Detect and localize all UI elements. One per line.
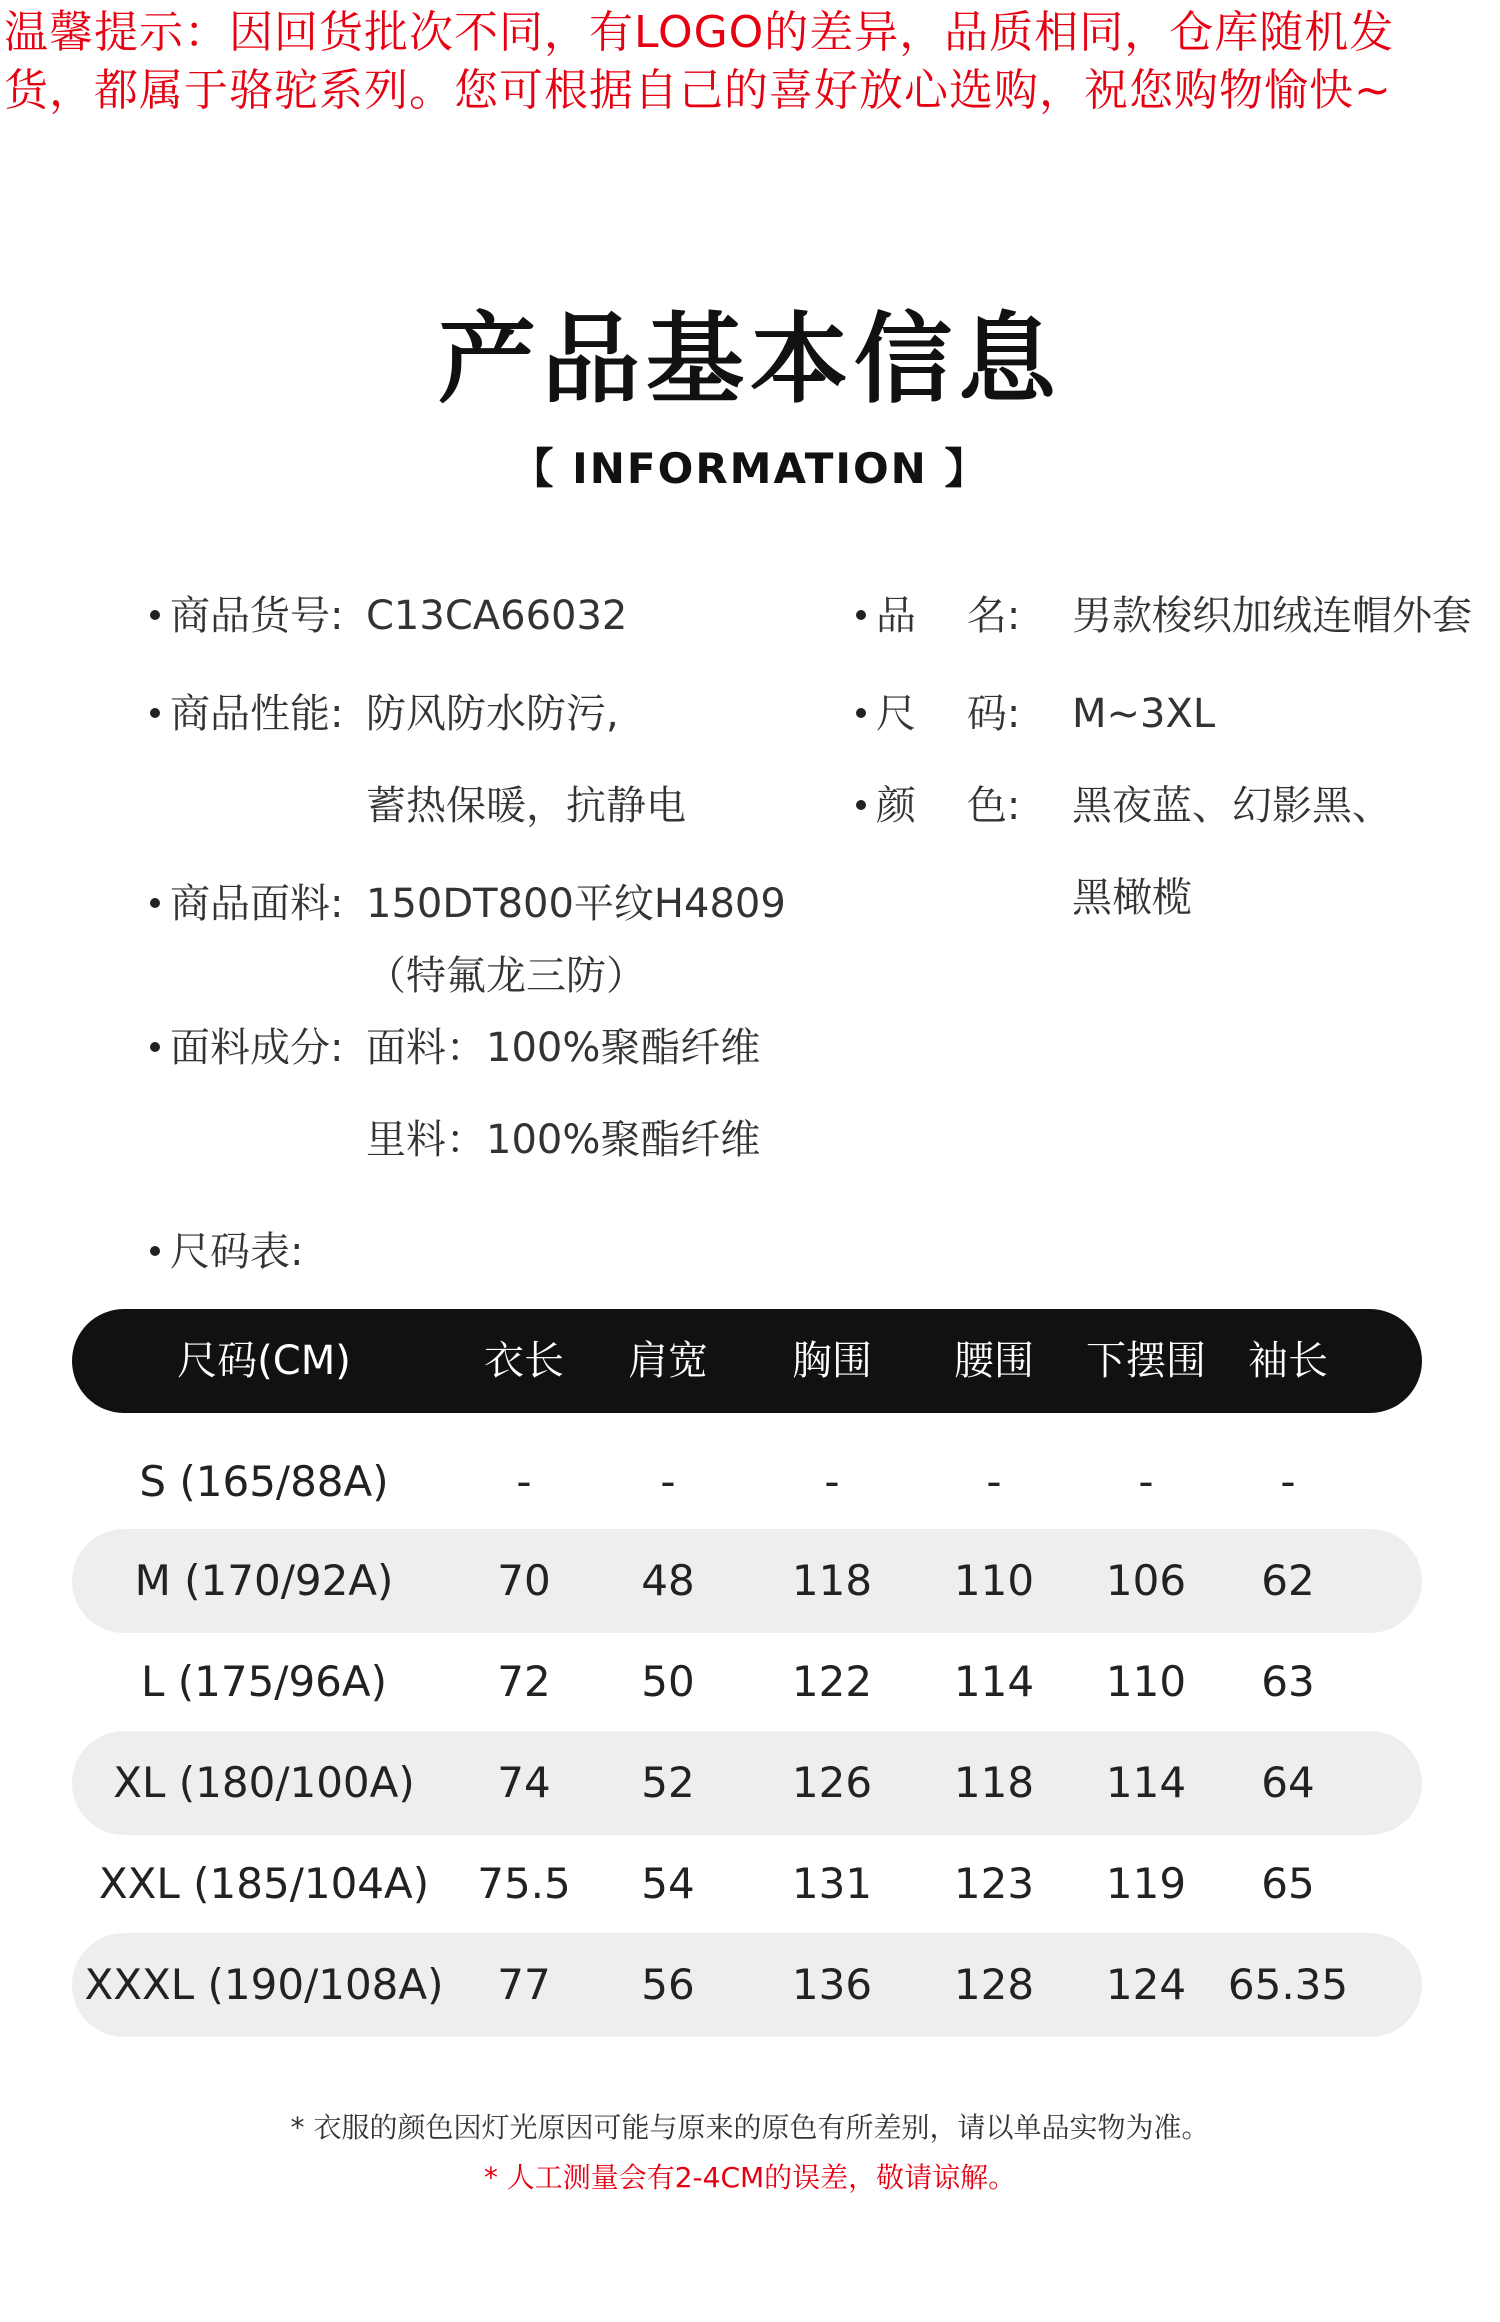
- table-row: [72, 1630, 1422, 1734]
- comp-value-2: 里料：100%聚酯纤维: [366, 1117, 761, 1163]
- comp-value-1: 面料：100%聚酯纤维: [366, 1025, 761, 1071]
- cell-chest: 122: [791, 1657, 873, 1706]
- bullet-icon: [856, 800, 866, 810]
- cell-size: XXL (185/104A): [98, 1859, 430, 1908]
- cell-shoulder: 56: [641, 1960, 695, 2009]
- footnote-measurement: * 人工测量会有2-4CM的误差，敬请谅解。: [483, 2161, 1017, 2194]
- size-label: 尺 码:: [876, 691, 1021, 737]
- cell-length: -: [516, 1457, 532, 1506]
- cell-sleeve: 65.35: [1227, 1960, 1349, 2009]
- warm-notice: [4, 4, 1444, 120]
- cell-waist: 123: [953, 1859, 1035, 1908]
- cell-hem: 106: [1105, 1556, 1187, 1605]
- info-name: [856, 590, 1020, 642]
- header-size: 尺码(CM): [177, 1338, 351, 1384]
- bullet-icon: [150, 708, 160, 718]
- cell-hem: 124: [1105, 1960, 1187, 2009]
- bullet-icon: [150, 898, 160, 908]
- fabric-label: 商品面料:: [170, 881, 344, 927]
- cell-waist: 118: [953, 1758, 1035, 1807]
- header-sleeve: 袖长: [1248, 1338, 1328, 1384]
- fabric-value-1: 150DT800平纹H4809: [366, 881, 786, 927]
- cell-shoulder: -: [660, 1457, 676, 1506]
- cell-shoulder: 52: [641, 1758, 695, 1807]
- notice-line-2: 货，都属于骆驼系列。您可根据自己的喜好放心选购，祝您购物愉快~: [4, 65, 1392, 116]
- cell-sleeve: 62: [1261, 1556, 1315, 1605]
- table-row: [72, 1529, 1422, 1633]
- color-value-2: 黑橄榄: [1072, 875, 1192, 921]
- perf-value-2: 蓄热保暖，抗静电: [366, 783, 686, 829]
- cell-sleeve: 65: [1261, 1859, 1315, 1908]
- cell-waist: 128: [953, 1960, 1035, 2009]
- table-row: [72, 1933, 1422, 2037]
- cell-hem: 119: [1105, 1859, 1187, 1908]
- cell-sleeve: 64: [1261, 1758, 1315, 1807]
- cell-length: 77: [497, 1960, 551, 2009]
- cell-size: M (170/92A): [134, 1556, 394, 1605]
- bullet-icon: [150, 610, 160, 620]
- header-shoulder: 肩宽: [628, 1338, 708, 1384]
- header-waist: 腰围: [954, 1338, 1034, 1384]
- cell-sleeve: -: [1280, 1457, 1296, 1506]
- size-chart-label: 尺码表:: [170, 1229, 304, 1275]
- cell-size: XXXL (190/108A): [84, 1960, 444, 2009]
- table-row: [72, 1832, 1422, 1936]
- cell-waist: 110: [953, 1556, 1035, 1605]
- info-size-chart: [150, 1226, 303, 1278]
- cell-chest: 131: [791, 1859, 873, 1908]
- info-color: [856, 780, 1020, 832]
- page-subtitle: 【 INFORMATION 】: [511, 444, 989, 493]
- cell-waist: 114: [953, 1657, 1035, 1706]
- bullet-icon: [856, 708, 866, 718]
- info-sku: [150, 590, 343, 642]
- cell-shoulder: 48: [641, 1556, 695, 1605]
- bullet-icon: [856, 610, 866, 620]
- cell-chest: 118: [791, 1556, 873, 1605]
- name-label: 品 名:: [876, 593, 1021, 639]
- size-table-header: [72, 1309, 1422, 1413]
- cell-shoulder: 50: [641, 1657, 695, 1706]
- cell-chest: -: [824, 1457, 840, 1506]
- sku-value: C13CA66032: [366, 593, 628, 639]
- cell-shoulder: 54: [641, 1859, 695, 1908]
- perf-label: 商品性能:: [170, 691, 344, 737]
- cell-length: 75.5: [477, 1859, 571, 1908]
- cell-chest: 126: [791, 1758, 873, 1807]
- info-size: [856, 688, 1020, 740]
- size-value: M~3XL: [1072, 691, 1216, 737]
- page-title: 产品基本信息: [437, 303, 1062, 417]
- cell-size: L (175/96A): [140, 1657, 388, 1706]
- cell-hem: 110: [1105, 1657, 1187, 1706]
- notice-line-1: 温馨提示：因回货批次不同，有LOGO的差异，品质相同，仓库随机发: [4, 7, 1395, 58]
- cell-hem: 114: [1105, 1758, 1187, 1807]
- cell-size: S (165/88A): [139, 1457, 389, 1506]
- cell-length: 72: [497, 1657, 551, 1706]
- info-composition: [150, 1022, 343, 1074]
- cell-sleeve: 63: [1261, 1657, 1315, 1706]
- cell-chest: 136: [791, 1960, 873, 2009]
- info-fabric: [150, 878, 343, 930]
- bullet-icon: [150, 1246, 160, 1256]
- cell-length: 74: [497, 1758, 551, 1807]
- comp-label: 面料成分:: [170, 1025, 344, 1071]
- fabric-value-2: （特氟龙三防）: [366, 953, 646, 999]
- header-chest: 胸围: [792, 1338, 872, 1384]
- color-value-1: 黑夜蓝、幻影黑、: [1072, 783, 1392, 829]
- color-label: 颜 色:: [876, 783, 1021, 829]
- cell-waist: -: [986, 1457, 1002, 1506]
- bullet-icon: [150, 1042, 160, 1052]
- sku-label: 商品货号:: [170, 593, 344, 639]
- table-row: [72, 1430, 1422, 1534]
- perf-value-1: 防风防水防污,: [366, 691, 619, 737]
- footnote-color: * 衣服的颜色因灯光原因可能与原来的原色有所差别，请以单品实物为准。: [290, 2111, 1210, 2144]
- cell-hem: -: [1138, 1457, 1154, 1506]
- cell-length: 70: [497, 1556, 551, 1605]
- header-length: 衣长: [484, 1338, 564, 1384]
- info-performance: [150, 688, 343, 740]
- header-hem: 下摆围: [1086, 1338, 1206, 1384]
- table-row: [72, 1731, 1422, 1835]
- cell-size: XL (180/100A): [113, 1758, 415, 1807]
- name-value: 男款梭织加绒连帽外套: [1072, 593, 1472, 639]
